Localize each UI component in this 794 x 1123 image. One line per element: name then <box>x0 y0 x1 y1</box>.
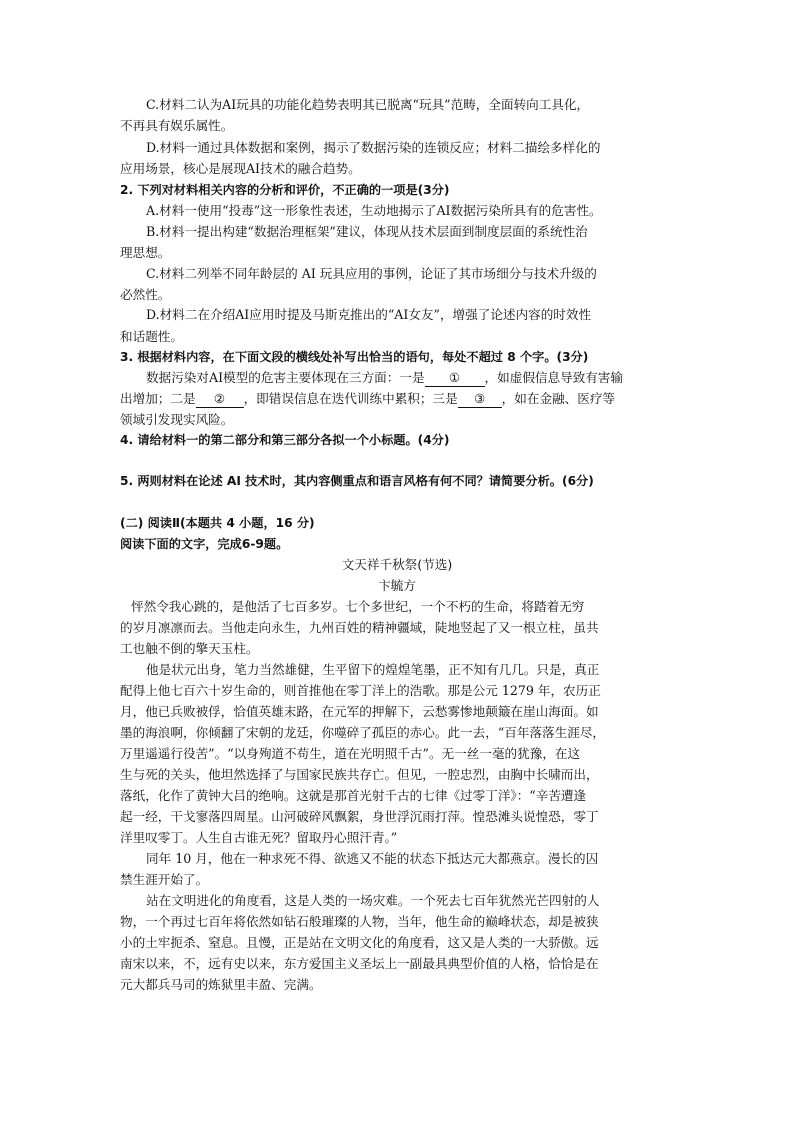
p2-line-5: 万里遥遥行役苦”。“以身殉道不苟生，道在光明照千古”。无一丝一毫的犹豫，在这 <box>120 746 581 761</box>
option-c-line1: C.材料二认为AI玩具的功能化趋势表明其已脱离“玩具”范畴，全面转向工具化， <box>146 97 590 112</box>
q3-line2-b: ，即错误信息在迭代训练中累积；三是 <box>243 391 458 406</box>
q3-line1-post: ，如虚假信息导致有害输 <box>484 370 624 385</box>
q2-option-d-line1: D.材料二在介绍AI应用时提及马斯克推出的“AI女友”，增强了论述内容的时效性 <box>146 307 592 322</box>
q3-line2-a: 出增加；二是 <box>120 391 196 406</box>
reading-2-instruction: 阅读下面的文字，完成6-9题。 <box>120 537 289 551</box>
option-d-line2: 应用场景，核心是展现AI技术的融合趋势。 <box>120 161 361 176</box>
q3-text-line2 <box>120 391 615 408</box>
q2-option-c-line1: C.材料二列举不同年龄层的 AI 玩具应用的事例，论证了其市场细分与技术升级的 <box>146 266 597 281</box>
blank-2: ② <box>196 391 244 408</box>
question-3-stem: 3. 根据材料内容，在下面文段的横线处补写出恰当的语句，每处不超过 8 个字。(3分) <box>120 350 589 364</box>
p2-line-9: 洋里叹零丁。人生自古谁无死？留取丹心照汗青。” <box>120 830 398 845</box>
p2-line-2: 配得上他七百六十岁生命的，则首推他在零丁洋上的浩歌。那是公元 1279 年，农历正 <box>120 683 601 698</box>
q3-text-line3: 领域引发现实风险。 <box>120 412 234 427</box>
blank-3: ③ <box>458 391 502 408</box>
q2-option-b-line1: B.材料一提出构建“数据治理框架”建议，体现从技术层面到制度层面的系统性治 <box>146 224 588 239</box>
q2-option-b-line2: 理思想。 <box>120 245 171 260</box>
p4-line-4: 南宋以来，不，远有史以来，东方爱国主义圣坛上一副最具典型价值的人格，恰恰是在 <box>120 956 599 971</box>
question-4-stem: 4. 请给材料一的第二部分和第三部分各拟一个小标题。(4分) <box>120 433 450 447</box>
p1-line-3: 工也触不倒的擎天玉柱。 <box>120 641 259 656</box>
p2-line-4: 墨的海浪啊，你倾翻了宋朝的龙廷，你噬碎了孤臣的赤心。此一去，“百年落落生涯尽， <box>120 725 606 740</box>
question-5-stem: 5. 两则材料在论述 AI 技术时，其内容侧重点和语言风格有何不同？请简要分析。(6分) <box>120 474 594 488</box>
p3-line-2: 禁生涯开始了。 <box>120 872 209 887</box>
p4-line-3: 小的土牢扼杀、窒息。且慢，正是站在文明文化的角度看，这又是人类的一大骄傲。远 <box>120 935 599 950</box>
p2-line-3: 月，他已兵败被俘，恰值英雄末路，在元军的押解下，云愁雾惨地颠簸在崖山海面。如 <box>120 704 599 719</box>
question-2-stem: 2. 下列对材料相关内容的分析和评价，不正确的一项是(3分) <box>120 183 450 197</box>
q2-option-a: A.材料一使用“投毒”这一形象性表述，生动地揭示了AI数据污染所具有的危害性。 <box>146 203 602 218</box>
p4-line-1: 站在文明进化的角度看，这是人类的一场灾难。一个死去七百年犹然光芒四射的人 <box>146 893 600 908</box>
q2-option-d-line2: 和话题性。 <box>120 329 183 344</box>
p4-line-2: 物，一个再过七百年将依然如钻石般璀璨的人物，当年，他生命的巅峰状态，却是被狭 <box>120 914 599 929</box>
p4-line-5: 元大都兵马司的炼狱里丰盈、完满。 <box>120 977 322 992</box>
p2-line-8: 起一经，干戈寥落四周星。山河破碎风飘絮，身世浮沉雨打萍。惶恐滩头说惶恐，零丁 <box>120 809 599 824</box>
p2-line-6: 生与死的关头，他坦然选择了与国家民族共存亡。但见，一腔忠烈，由胸中长啸而出， <box>120 767 599 782</box>
q3-text-line1 <box>146 370 623 387</box>
option-d-line1: D.材料一通过具体数据和案例，揭示了数据污染的连锁反应；材料二描绘多样化的 <box>146 140 601 155</box>
article-author: 卞毓方 <box>378 578 416 593</box>
option-c-line2: 不再具有娱乐属性。 <box>120 118 234 133</box>
q2-option-c-line2: 必然性。 <box>120 287 171 302</box>
p2-line-1: 他是状元出身，笔力当然雄健，生平留下的煌煌笔墨，正不知有几几。只是，真正 <box>146 662 600 677</box>
q3-line2-c: ，如在金融、医疗等 <box>501 391 615 406</box>
p3-line-1: 同年 10 月，他在一种求死不得、欲逃又不能的状态下抵达元大都燕京。漫长的囚 <box>146 851 599 866</box>
reading-2-header: (二) 阅读Ⅱ(本题共 4 小题，16 分) <box>120 516 315 530</box>
p1-line-2: 的岁月凛凛而去。当他走向永生，九州百姓的精神疆域，陡地竖起了又一根立柱，虽共 <box>120 620 599 635</box>
p1-line-1: 怦然令我心跳的，是他活了七百多岁。七个多世纪，一个不朽的生命，将踏着无穷 <box>131 599 585 614</box>
blank-1: ① <box>425 370 485 387</box>
p2-line-7: 落纸，化作了黄钟大吕的绝响。这就是那首光射千古的七律《过零丁洋》：“辛苦遭逢 <box>120 788 587 803</box>
article-title: 文天祥千秋祭(节选) <box>341 557 453 572</box>
q3-line1-pre: 数据污染对AI模型的危害主要体现在三方面：一是 <box>146 370 425 385</box>
